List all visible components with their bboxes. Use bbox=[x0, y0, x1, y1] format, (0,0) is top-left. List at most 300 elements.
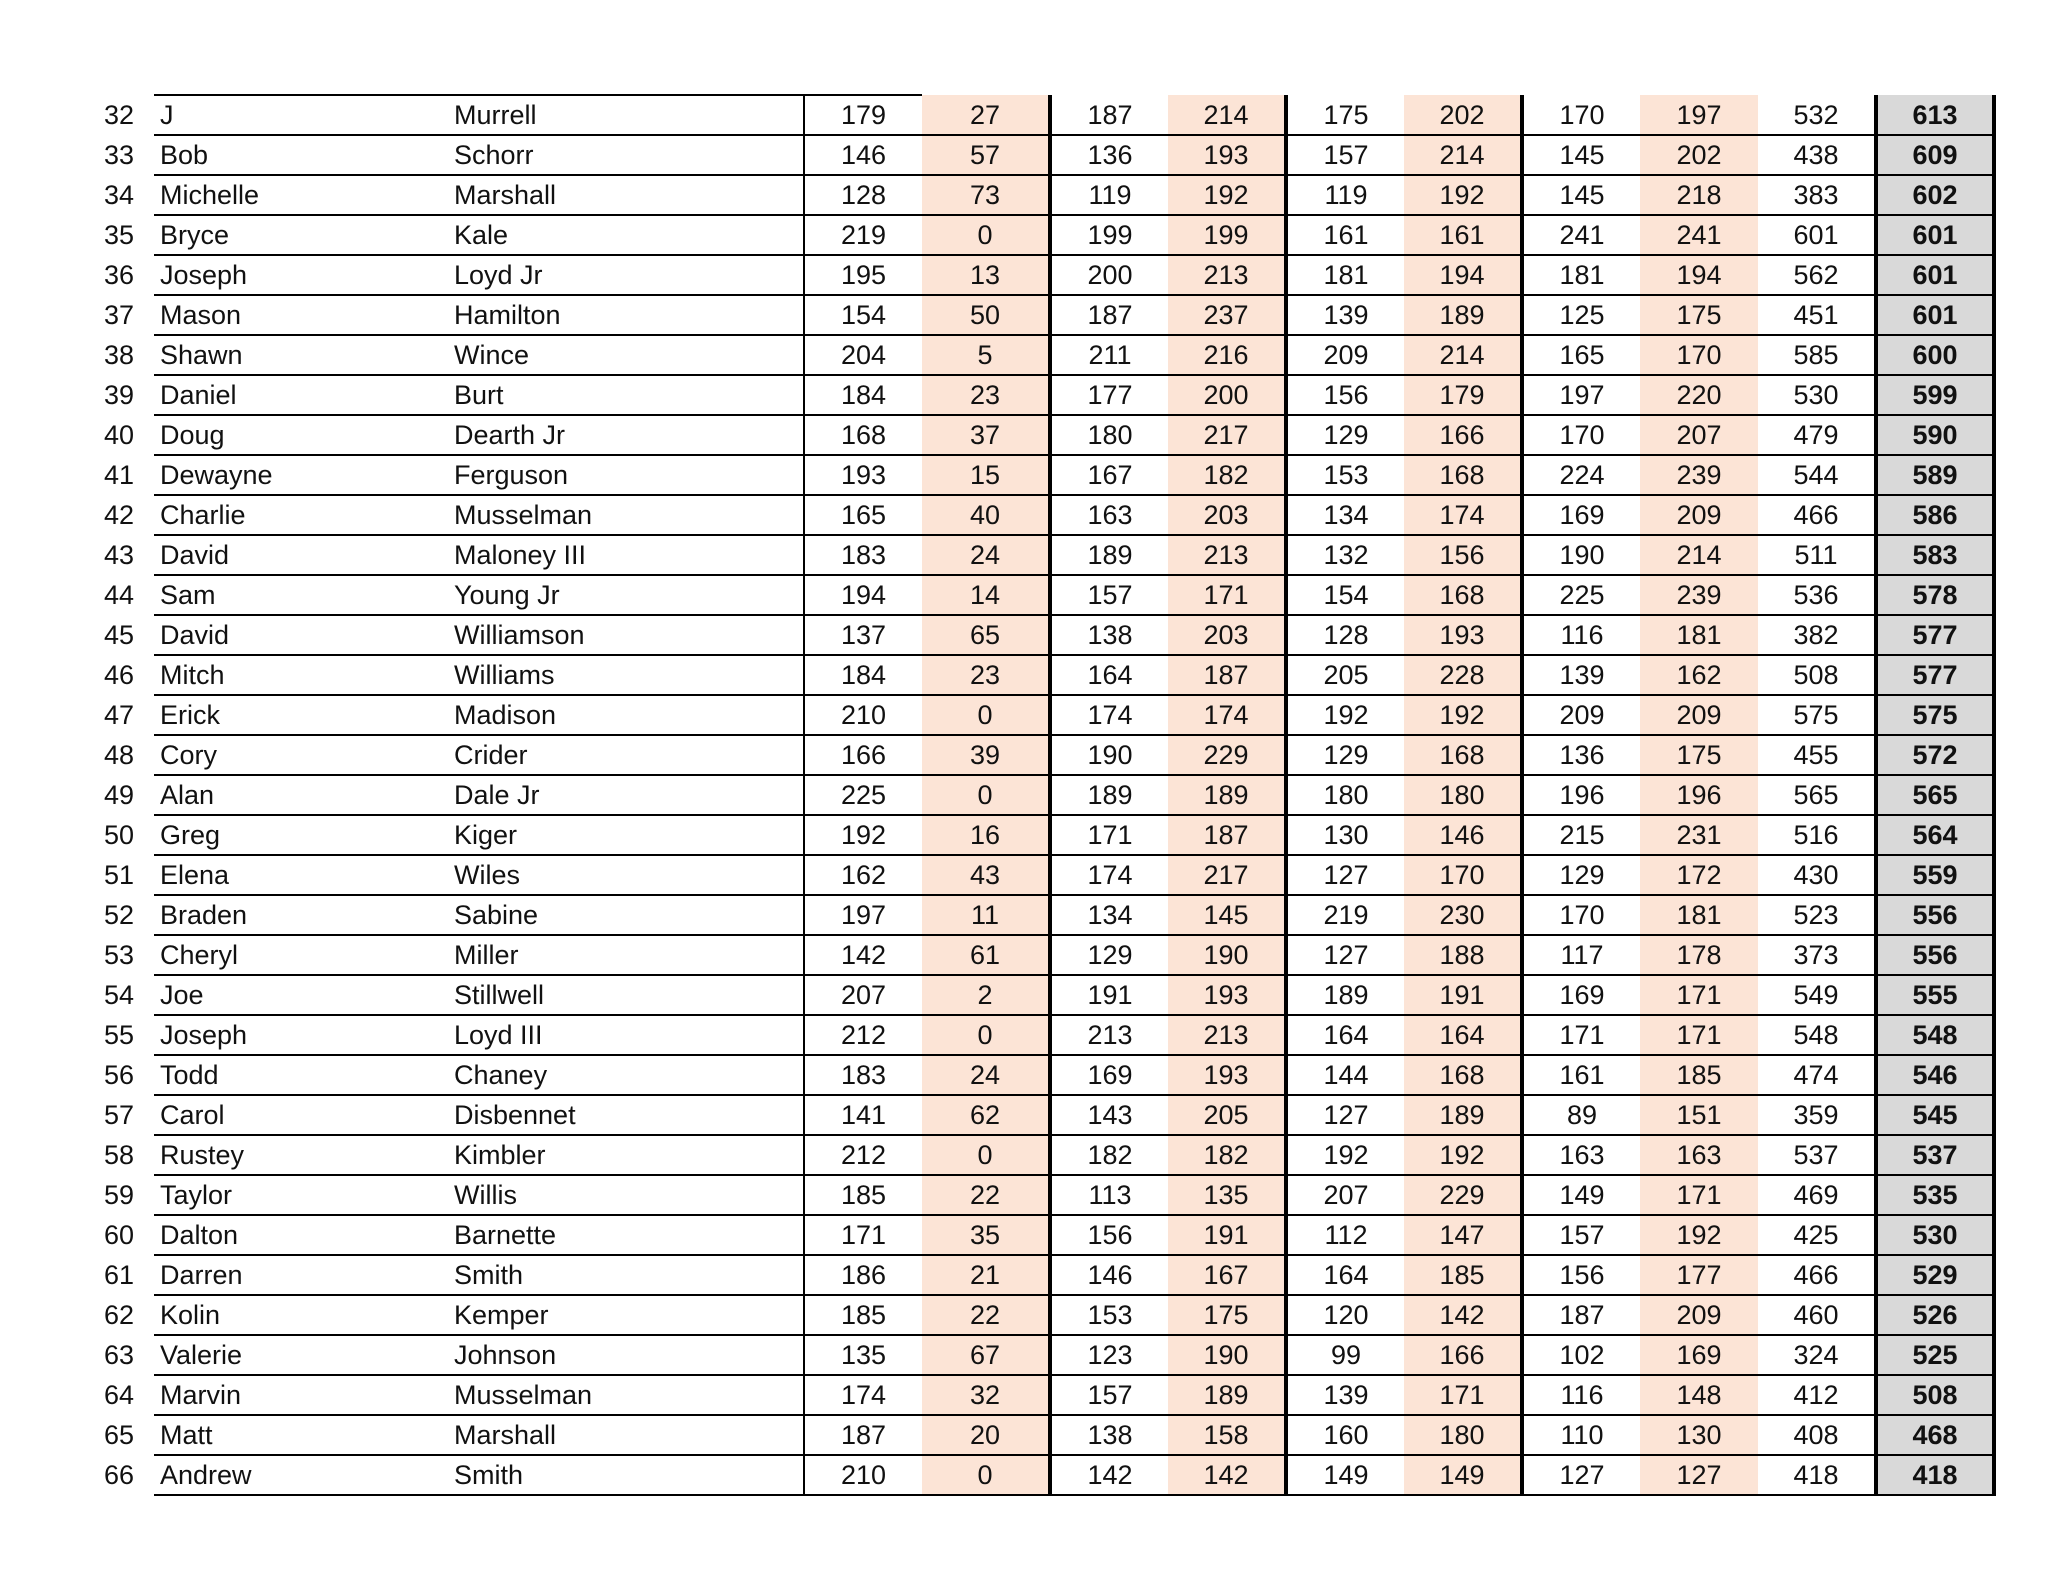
cell-first-name: David bbox=[154, 615, 452, 655]
cell-handicap-series: 578 bbox=[1876, 575, 1994, 615]
cell-rank: 38 bbox=[103, 340, 135, 370]
cell-scratch-series: 548 bbox=[1758, 1015, 1876, 1055]
cell-game4-scratch: 136 bbox=[1522, 735, 1640, 775]
cell-game3-handicap: 156 bbox=[1404, 535, 1522, 575]
cell-game1-scratch: 184 bbox=[804, 655, 922, 695]
cell-game4-handicap: 178 bbox=[1640, 935, 1758, 975]
cell-game4-scratch: 157 bbox=[1522, 1215, 1640, 1255]
cell-game4-scratch: 145 bbox=[1522, 135, 1640, 175]
cell-scratch-series: 451 bbox=[1758, 295, 1876, 335]
cell-last-name: Smith bbox=[452, 1255, 804, 1295]
cell-last-name: Young Jr bbox=[452, 575, 804, 615]
cell-handicap-series: 526 bbox=[1876, 1295, 1994, 1335]
cell-game3-handicap: 170 bbox=[1404, 855, 1522, 895]
cell-game1-scratch: 195 bbox=[804, 255, 922, 295]
cell-handicap: 22 bbox=[922, 1295, 1050, 1335]
cell-game1-scratch: 192 bbox=[804, 815, 922, 855]
cell-game3-handicap: 229 bbox=[1404, 1175, 1522, 1215]
cell-last-name: Dale Jr bbox=[452, 775, 804, 815]
cell-game4-handicap: 171 bbox=[1640, 1015, 1758, 1055]
cell-game2-scratch: 189 bbox=[1050, 775, 1168, 815]
cell-handicap-series: 418 bbox=[1876, 1455, 1994, 1495]
cell-game4-scratch: 127 bbox=[1522, 1455, 1640, 1495]
cell-game2-handicap: 142 bbox=[1168, 1455, 1286, 1495]
cell-game4-handicap: 148 bbox=[1640, 1375, 1758, 1415]
cell-game4-handicap: 231 bbox=[1640, 815, 1758, 855]
cell-game3-handicap: 168 bbox=[1404, 735, 1522, 775]
cell-game1-scratch: 197 bbox=[804, 895, 922, 935]
cell-handicap: 0 bbox=[922, 775, 1050, 815]
cell-game4-handicap: 151 bbox=[1640, 1095, 1758, 1135]
cell-game2-scratch: 163 bbox=[1050, 495, 1168, 535]
cell-last-name: Hamilton bbox=[452, 295, 804, 335]
standings-table bbox=[84, 94, 1996, 1496]
cell-game2-handicap: 199 bbox=[1168, 215, 1286, 255]
cell-handicap-series: 508 bbox=[1876, 1375, 1994, 1415]
cell-game4-scratch: 165 bbox=[1522, 335, 1640, 375]
cell-handicap-series: 613 bbox=[1876, 95, 1994, 135]
cell-game4-scratch: 161 bbox=[1522, 1055, 1640, 1095]
cell-scratch-series: 382 bbox=[1758, 615, 1876, 655]
cell-rank: 61 bbox=[103, 1260, 135, 1290]
cell-rank: 56 bbox=[103, 1060, 135, 1090]
cell-first-name: Shawn bbox=[154, 335, 452, 375]
cell-game4-scratch: 125 bbox=[1522, 295, 1640, 335]
cell-handicap: 50 bbox=[922, 295, 1050, 335]
cell-game3-handicap: 147 bbox=[1404, 1215, 1522, 1255]
cell-rank: 50 bbox=[103, 820, 135, 850]
cell-game2-handicap: 193 bbox=[1168, 975, 1286, 1015]
cell-handicap: 37 bbox=[922, 415, 1050, 455]
cell-game3-scratch: 139 bbox=[1286, 1375, 1404, 1415]
cell-game1-scratch: 204 bbox=[804, 335, 922, 375]
cell-game2-scratch: 174 bbox=[1050, 695, 1168, 735]
cell-game1-scratch: 194 bbox=[804, 575, 922, 615]
cell-handicap-series: 586 bbox=[1876, 495, 1994, 535]
cell-game3-handicap: 214 bbox=[1404, 335, 1522, 375]
cell-scratch-series: 408 bbox=[1758, 1415, 1876, 1455]
cell-handicap: 23 bbox=[922, 375, 1050, 415]
cell-game4-handicap: 169 bbox=[1640, 1335, 1758, 1375]
cell-handicap: 0 bbox=[922, 1015, 1050, 1055]
cell-game2-scratch: 171 bbox=[1050, 815, 1168, 855]
cell-game2-scratch: 177 bbox=[1050, 375, 1168, 415]
cell-handicap: 35 bbox=[922, 1215, 1050, 1255]
cell-game4-handicap: 172 bbox=[1640, 855, 1758, 895]
cell-game4-handicap: 196 bbox=[1640, 775, 1758, 815]
table-row bbox=[84, 495, 1994, 535]
cell-rank: 40 bbox=[103, 420, 135, 450]
cell-last-name: Crider bbox=[452, 735, 804, 775]
cell-game2-handicap: 213 bbox=[1168, 1015, 1286, 1055]
cell-game4-scratch: 187 bbox=[1522, 1295, 1640, 1335]
cell-game1-scratch: 183 bbox=[804, 1055, 922, 1095]
cell-game3-handicap: 161 bbox=[1404, 215, 1522, 255]
cell-last-name: Sabine bbox=[452, 895, 804, 935]
cell-rank: 53 bbox=[103, 940, 135, 970]
cell-game3-scratch: 219 bbox=[1286, 895, 1404, 935]
cell-last-name: Musselman bbox=[452, 495, 804, 535]
cell-handicap: 27 bbox=[922, 95, 1050, 135]
cell-first-name: Alan bbox=[154, 775, 452, 815]
cell-game4-handicap: 202 bbox=[1640, 135, 1758, 175]
cell-first-name: Joseph bbox=[154, 255, 452, 295]
cell-rank: 66 bbox=[103, 1460, 135, 1490]
cell-game4-scratch: 129 bbox=[1522, 855, 1640, 895]
cell-game3-scratch: 175 bbox=[1286, 95, 1404, 135]
cell-last-name: Smith bbox=[452, 1455, 804, 1495]
cell-game4-handicap: 175 bbox=[1640, 735, 1758, 775]
cell-game4-handicap: 171 bbox=[1640, 1175, 1758, 1215]
cell-game3-scratch: 129 bbox=[1286, 735, 1404, 775]
cell-game4-handicap: 162 bbox=[1640, 655, 1758, 695]
table-row bbox=[84, 935, 1994, 975]
cell-handicap-series: 564 bbox=[1876, 815, 1994, 855]
cell-game4-handicap: 241 bbox=[1640, 215, 1758, 255]
cell-scratch-series: 549 bbox=[1758, 975, 1876, 1015]
table-row bbox=[84, 855, 1994, 895]
cell-game2-scratch: 182 bbox=[1050, 1135, 1168, 1175]
cell-scratch-series: 544 bbox=[1758, 455, 1876, 495]
table-row bbox=[84, 815, 1994, 855]
cell-game3-handicap: 202 bbox=[1404, 95, 1522, 135]
cell-rank: 41 bbox=[103, 460, 135, 490]
table-row bbox=[84, 1095, 1994, 1135]
cell-game3-scratch: 119 bbox=[1286, 175, 1404, 215]
cell-game4-scratch: 169 bbox=[1522, 975, 1640, 1015]
cell-game4-handicap: 130 bbox=[1640, 1415, 1758, 1455]
cell-handicap: 61 bbox=[922, 935, 1050, 975]
cell-game2-scratch: 136 bbox=[1050, 135, 1168, 175]
cell-first-name: Dalton bbox=[154, 1215, 452, 1255]
cell-last-name: Maloney III bbox=[452, 535, 804, 575]
cell-game1-scratch: 219 bbox=[804, 215, 922, 255]
cell-game3-scratch: 180 bbox=[1286, 775, 1404, 815]
cell-first-name: Cory bbox=[154, 735, 452, 775]
cell-game2-scratch: 190 bbox=[1050, 735, 1168, 775]
cell-game4-handicap: 239 bbox=[1640, 575, 1758, 615]
cell-game4-scratch: 163 bbox=[1522, 1135, 1640, 1175]
cell-game2-scratch: 157 bbox=[1050, 575, 1168, 615]
cell-last-name: Wiles bbox=[452, 855, 804, 895]
table-row bbox=[84, 1455, 1994, 1495]
cell-scratch-series: 469 bbox=[1758, 1175, 1876, 1215]
cell-game3-scratch: 192 bbox=[1286, 695, 1404, 735]
cell-rank: 57 bbox=[103, 1100, 135, 1130]
cell-first-name: Cheryl bbox=[154, 935, 452, 975]
cell-rank: 35 bbox=[103, 220, 135, 250]
cell-handicap-series: 530 bbox=[1876, 1215, 1994, 1255]
table-row bbox=[84, 1415, 1994, 1455]
cell-handicap: 14 bbox=[922, 575, 1050, 615]
cell-game1-scratch: 186 bbox=[804, 1255, 922, 1295]
cell-game4-scratch: 170 bbox=[1522, 415, 1640, 455]
cell-scratch-series: 418 bbox=[1758, 1455, 1876, 1495]
cell-game3-handicap: 192 bbox=[1404, 695, 1522, 735]
cell-rank: 33 bbox=[103, 140, 135, 170]
cell-last-name: Loyd Jr bbox=[452, 255, 804, 295]
cell-scratch-series: 511 bbox=[1758, 535, 1876, 575]
cell-handicap: 0 bbox=[922, 1135, 1050, 1175]
cell-handicap-series: 556 bbox=[1876, 935, 1994, 975]
cell-game4-scratch: 116 bbox=[1522, 1375, 1640, 1415]
cell-rank: 63 bbox=[103, 1340, 135, 1370]
cell-scratch-series: 430 bbox=[1758, 855, 1876, 895]
cell-game3-handicap: 142 bbox=[1404, 1295, 1522, 1335]
cell-game1-scratch: 184 bbox=[804, 375, 922, 415]
cell-game2-handicap: 190 bbox=[1168, 935, 1286, 975]
cell-game3-scratch: 139 bbox=[1286, 295, 1404, 335]
table-row bbox=[84, 215, 1994, 255]
cell-handicap: 39 bbox=[922, 735, 1050, 775]
cell-game3-scratch: 209 bbox=[1286, 335, 1404, 375]
table-row bbox=[84, 1335, 1994, 1375]
cell-game2-scratch: 174 bbox=[1050, 855, 1168, 895]
cell-first-name: Sam bbox=[154, 575, 452, 615]
cell-game2-handicap: 229 bbox=[1168, 735, 1286, 775]
table-row bbox=[84, 695, 1994, 735]
cell-first-name: Greg bbox=[154, 815, 452, 855]
cell-game3-scratch: 134 bbox=[1286, 495, 1404, 535]
cell-game2-handicap: 192 bbox=[1168, 175, 1286, 215]
cell-game4-handicap: 209 bbox=[1640, 695, 1758, 735]
cell-game3-handicap: 179 bbox=[1404, 375, 1522, 415]
cell-handicap: 0 bbox=[922, 1455, 1050, 1495]
cell-first-name: Marvin bbox=[154, 1375, 452, 1415]
cell-game1-scratch: 210 bbox=[804, 695, 922, 735]
cell-handicap-series: 589 bbox=[1876, 455, 1994, 495]
cell-scratch-series: 585 bbox=[1758, 335, 1876, 375]
cell-first-name: J bbox=[154, 95, 452, 135]
cell-handicap-series: 537 bbox=[1876, 1135, 1994, 1175]
cell-first-name: Daniel bbox=[154, 375, 452, 415]
cell-game4-handicap: 220 bbox=[1640, 375, 1758, 415]
cell-handicap-series: 525 bbox=[1876, 1335, 1994, 1375]
cell-game1-scratch: 128 bbox=[804, 175, 922, 215]
cell-first-name: Carol bbox=[154, 1095, 452, 1135]
cell-game4-scratch: 170 bbox=[1522, 95, 1640, 135]
cell-game4-scratch: 241 bbox=[1522, 215, 1640, 255]
table-row bbox=[84, 1015, 1994, 1055]
cell-game2-scratch: 138 bbox=[1050, 615, 1168, 655]
table-row bbox=[84, 975, 1994, 1015]
cell-last-name: Williamson bbox=[452, 615, 804, 655]
cell-first-name: Matt bbox=[154, 1415, 452, 1455]
cell-handicap: 40 bbox=[922, 495, 1050, 535]
cell-handicap-series: 601 bbox=[1876, 295, 1994, 335]
cell-handicap-series: 583 bbox=[1876, 535, 1994, 575]
cell-rank: 42 bbox=[103, 500, 135, 530]
cell-game3-handicap: 185 bbox=[1404, 1255, 1522, 1295]
cell-last-name: Burt bbox=[452, 375, 804, 415]
cell-scratch-series: 537 bbox=[1758, 1135, 1876, 1175]
cell-scratch-series: 562 bbox=[1758, 255, 1876, 295]
cell-game4-scratch: 145 bbox=[1522, 175, 1640, 215]
cell-game3-scratch: 157 bbox=[1286, 135, 1404, 175]
cell-game1-scratch: 210 bbox=[804, 1455, 922, 1495]
cell-game3-handicap: 174 bbox=[1404, 495, 1522, 535]
cell-handicap-series: 601 bbox=[1876, 255, 1994, 295]
cell-game3-handicap: 146 bbox=[1404, 815, 1522, 855]
cell-game3-scratch: 132 bbox=[1286, 535, 1404, 575]
cell-game2-scratch: 157 bbox=[1050, 1375, 1168, 1415]
cell-game3-handicap: 189 bbox=[1404, 1095, 1522, 1135]
cell-rank: 47 bbox=[103, 700, 135, 730]
cell-game3-scratch: 120 bbox=[1286, 1295, 1404, 1335]
cell-handicap: 23 bbox=[922, 655, 1050, 695]
cell-handicap-series: 577 bbox=[1876, 655, 1994, 695]
cell-game4-handicap: 192 bbox=[1640, 1215, 1758, 1255]
cell-last-name: Johnson bbox=[452, 1335, 804, 1375]
cell-game2-scratch: 142 bbox=[1050, 1455, 1168, 1495]
cell-first-name: Valerie bbox=[154, 1335, 452, 1375]
cell-game4-scratch: 171 bbox=[1522, 1015, 1640, 1055]
cell-game3-scratch: 99 bbox=[1286, 1335, 1404, 1375]
cell-game4-handicap: 197 bbox=[1640, 95, 1758, 135]
cell-game2-scratch: 187 bbox=[1050, 95, 1168, 135]
cell-first-name: Joe bbox=[154, 975, 452, 1015]
cell-last-name: Chaney bbox=[452, 1055, 804, 1095]
cell-game2-scratch: 143 bbox=[1050, 1095, 1168, 1135]
cell-game2-handicap: 189 bbox=[1168, 1375, 1286, 1415]
cell-handicap-series: 601 bbox=[1876, 215, 1994, 255]
cell-handicap: 11 bbox=[922, 895, 1050, 935]
cell-game1-scratch: 162 bbox=[804, 855, 922, 895]
table-row bbox=[84, 455, 1994, 495]
table-row bbox=[84, 1295, 1994, 1335]
cell-rank: 45 bbox=[103, 620, 135, 650]
cell-game2-handicap: 182 bbox=[1168, 455, 1286, 495]
cell-last-name: Kimbler bbox=[452, 1135, 804, 1175]
table-row bbox=[84, 615, 1994, 655]
table-row bbox=[84, 335, 1994, 375]
cell-game4-handicap: 209 bbox=[1640, 495, 1758, 535]
cell-game2-scratch: 123 bbox=[1050, 1335, 1168, 1375]
cell-game2-scratch: 189 bbox=[1050, 535, 1168, 575]
cell-game2-handicap: 217 bbox=[1168, 415, 1286, 455]
cell-game3-scratch: 127 bbox=[1286, 855, 1404, 895]
cell-game3-handicap: 230 bbox=[1404, 895, 1522, 935]
cell-rank: 59 bbox=[103, 1180, 135, 1210]
cell-handicap-series: 535 bbox=[1876, 1175, 1994, 1215]
cell-game3-handicap: 166 bbox=[1404, 1335, 1522, 1375]
cell-handicap-series: 556 bbox=[1876, 895, 1994, 935]
cell-handicap: 24 bbox=[922, 535, 1050, 575]
table-row bbox=[84, 415, 1994, 455]
cell-game3-handicap: 192 bbox=[1404, 1135, 1522, 1175]
cell-game2-handicap: 167 bbox=[1168, 1255, 1286, 1295]
cell-game4-handicap: 185 bbox=[1640, 1055, 1758, 1095]
cell-game2-handicap: 135 bbox=[1168, 1175, 1286, 1215]
cell-scratch-series: 359 bbox=[1758, 1095, 1876, 1135]
cell-first-name: Braden bbox=[154, 895, 452, 935]
cell-handicap: 0 bbox=[922, 215, 1050, 255]
cell-game2-handicap: 216 bbox=[1168, 335, 1286, 375]
cell-game1-scratch: 168 bbox=[804, 415, 922, 455]
cell-last-name: Musselman bbox=[452, 1375, 804, 1415]
cell-game3-handicap: 188 bbox=[1404, 935, 1522, 975]
cell-game3-handicap: 168 bbox=[1404, 1055, 1522, 1095]
cell-game4-scratch: 139 bbox=[1522, 655, 1640, 695]
cell-handicap-series: 599 bbox=[1876, 375, 1994, 415]
cell-game4-scratch: 170 bbox=[1522, 895, 1640, 935]
cell-rank: 55 bbox=[103, 1020, 135, 1050]
cell-handicap-series: 555 bbox=[1876, 975, 1994, 1015]
cell-rank: 37 bbox=[103, 300, 135, 330]
cell-game4-handicap: 171 bbox=[1640, 975, 1758, 1015]
cell-game3-scratch: 128 bbox=[1286, 615, 1404, 655]
cell-game1-scratch: 225 bbox=[804, 775, 922, 815]
table-row bbox=[84, 1135, 1994, 1175]
cell-game2-scratch: 191 bbox=[1050, 975, 1168, 1015]
cell-game2-handicap: 217 bbox=[1168, 855, 1286, 895]
cell-game1-scratch: 171 bbox=[804, 1215, 922, 1255]
cell-game4-scratch: 149 bbox=[1522, 1175, 1640, 1215]
cell-game4-handicap: 207 bbox=[1640, 415, 1758, 455]
cell-game2-scratch: 156 bbox=[1050, 1215, 1168, 1255]
cell-game3-handicap: 192 bbox=[1404, 175, 1522, 215]
cell-scratch-series: 601 bbox=[1758, 215, 1876, 255]
table-row bbox=[84, 735, 1994, 775]
cell-first-name: Mason bbox=[154, 295, 452, 335]
cell-handicap-series: 468 bbox=[1876, 1415, 1994, 1455]
cell-game2-scratch: 200 bbox=[1050, 255, 1168, 295]
cell-handicap: 20 bbox=[922, 1415, 1050, 1455]
cell-scratch-series: 536 bbox=[1758, 575, 1876, 615]
cell-handicap-series: 609 bbox=[1876, 135, 1994, 175]
cell-game3-scratch: 144 bbox=[1286, 1055, 1404, 1095]
cell-scratch-series: 466 bbox=[1758, 495, 1876, 535]
cell-game2-scratch: 138 bbox=[1050, 1415, 1168, 1455]
cell-game4-scratch: 197 bbox=[1522, 375, 1640, 415]
cell-handicap: 62 bbox=[922, 1095, 1050, 1135]
cell-scratch-series: 373 bbox=[1758, 935, 1876, 975]
cell-last-name: Loyd III bbox=[452, 1015, 804, 1055]
table-row bbox=[84, 1215, 1994, 1255]
cell-game3-handicap: 171 bbox=[1404, 1375, 1522, 1415]
cell-game1-scratch: 185 bbox=[804, 1175, 922, 1215]
cell-handicap: 24 bbox=[922, 1055, 1050, 1095]
cell-handicap: 16 bbox=[922, 815, 1050, 855]
cell-scratch-series: 466 bbox=[1758, 1255, 1876, 1295]
table-row bbox=[84, 175, 1994, 215]
cell-handicap: 2 bbox=[922, 975, 1050, 1015]
table-row bbox=[84, 1175, 1994, 1215]
cell-rank: 44 bbox=[103, 580, 135, 610]
cell-game3-scratch: 164 bbox=[1286, 1015, 1404, 1055]
cell-handicap: 65 bbox=[922, 615, 1050, 655]
cell-first-name: Doug bbox=[154, 415, 452, 455]
cell-game3-scratch: 181 bbox=[1286, 255, 1404, 295]
cell-first-name: Michelle bbox=[154, 175, 452, 215]
cell-game2-scratch: 167 bbox=[1050, 455, 1168, 495]
table-row bbox=[84, 1055, 1994, 1095]
cell-game1-scratch: 146 bbox=[804, 135, 922, 175]
cell-handicap-series: 529 bbox=[1876, 1255, 1994, 1295]
cell-scratch-series: 530 bbox=[1758, 375, 1876, 415]
cell-handicap-series: 577 bbox=[1876, 615, 1994, 655]
cell-first-name: Darren bbox=[154, 1255, 452, 1295]
cell-game4-scratch: 196 bbox=[1522, 775, 1640, 815]
cell-game1-scratch: 212 bbox=[804, 1015, 922, 1055]
cell-game2-scratch: 129 bbox=[1050, 935, 1168, 975]
cell-last-name: Murrell bbox=[452, 95, 804, 135]
cell-game2-handicap: 213 bbox=[1168, 255, 1286, 295]
table-row bbox=[84, 295, 1994, 335]
table-row bbox=[84, 1375, 1994, 1415]
cell-rank: 64 bbox=[103, 1380, 135, 1410]
cell-last-name: Stillwell bbox=[452, 975, 804, 1015]
